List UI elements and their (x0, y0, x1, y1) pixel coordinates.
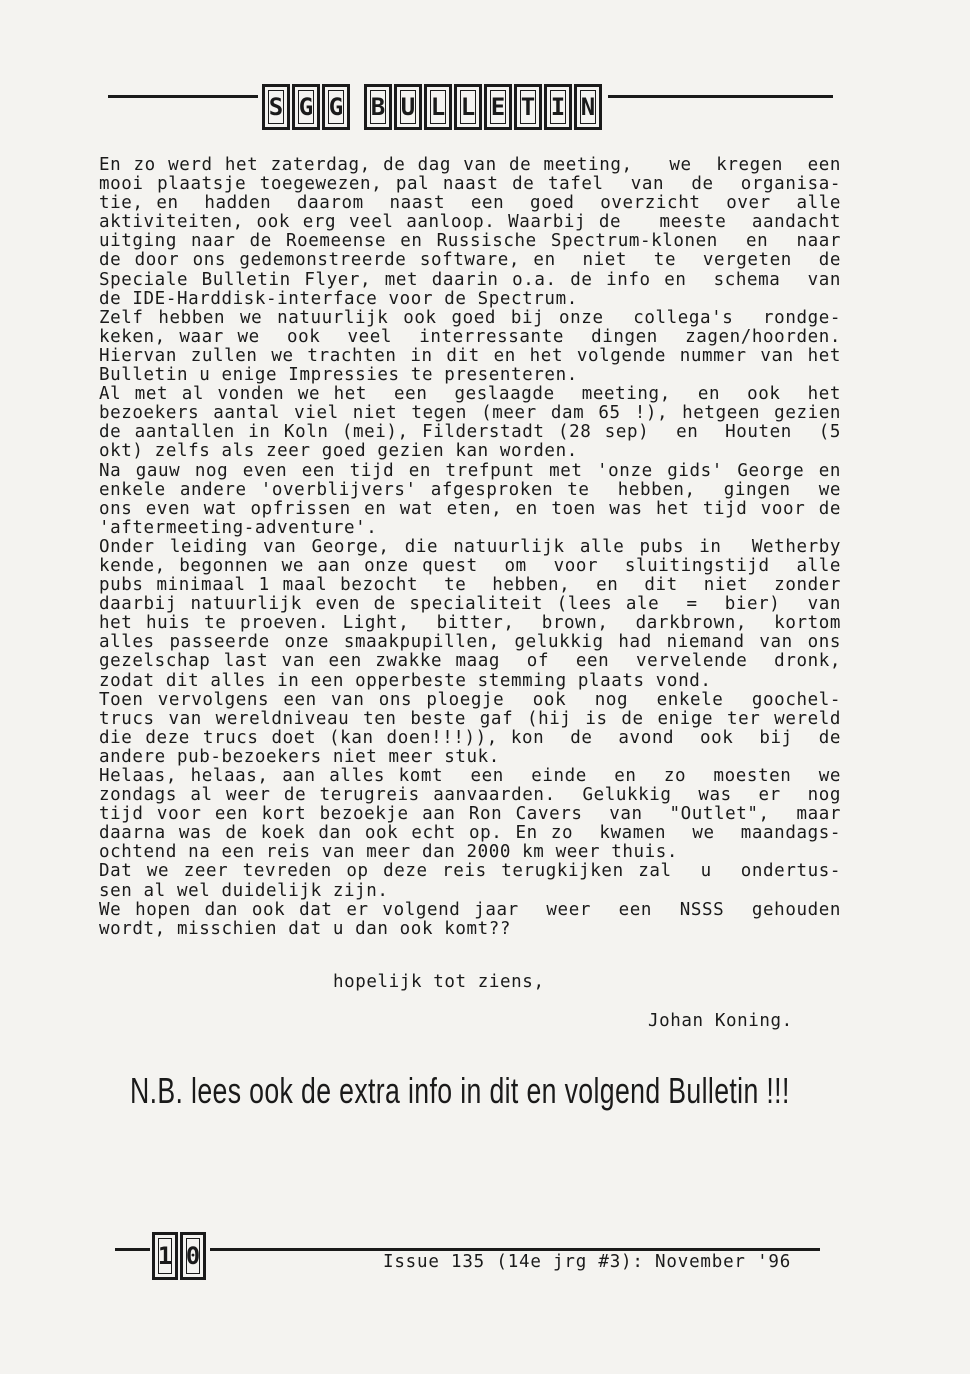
masthead-letter: G (292, 84, 320, 130)
text-line: mooi plaatsje toegewezen, pal naast de tafel van de organisa- (99, 174, 841, 195)
text-line: bezoekers aantal viel niet tegen (meer dam 65 !), hetgeen gezien (99, 403, 841, 424)
text-line: andere pub-bezoekers niet meer stuk. (99, 746, 500, 767)
text-line: de door ons gedemonstreerde software, en niet te vergeten de (99, 250, 841, 271)
text-line: ochtend na een reis van meer dan 2000 km weer thuis. (99, 842, 679, 863)
text-line: Helaas, helaas, aan alles komt een einde en zo moesten we (99, 766, 841, 786)
text-line: wordt, misschien dat u dan ook komt?? (99, 918, 512, 939)
text-line: Bulletin u enige Impressies te presenteren. (99, 365, 578, 386)
text-line: We hopen dan ook dat er volgend jaar weer een NSSS gehouden (99, 899, 841, 920)
issue-line: Issue 135 (14e jrg #3): November '96 (383, 1252, 792, 1272)
text-line: sen al wel duidelijk zijn. (99, 880, 389, 901)
footer-rule (115, 1248, 820, 1251)
signoff-greeting: hopelijk tot ziens, (333, 972, 545, 992)
text-line: alles passeerde onze smaakpupillen, gelukkig had niemand van ons (99, 632, 841, 653)
page-number (150, 1232, 210, 1280)
text-line: keken, waar we ook veel interressante dingen zagen/hoorden. (99, 326, 841, 347)
text-line: zodat dit alles in een opperbeste stemming plaats vond. (99, 670, 712, 691)
text-line: Zelf hebben we natuurlijk ook goed bij onze collega's rondge- (99, 307, 841, 328)
masthead-letter: L (454, 84, 482, 130)
masthead-word-sgg (262, 84, 352, 130)
note-banner: N.B. lees ook de extra info in dit en volgend Bulletin !!! (130, 1070, 790, 1111)
text-line: Onder leiding van George, die natuurlijk alle pubs in Wetherby (99, 536, 841, 557)
text-line: daarna was de koek dan ook echt op. En zo kwamen we maandags- (99, 823, 841, 844)
text-line: kende, begonnen we aan onze quest om voor sluitingstijd alle (99, 555, 841, 576)
masthead-logo (258, 84, 608, 130)
text-line: tijd voor een kort bezoekje aan Ron Cavers van "Outlet", maar (99, 804, 841, 825)
text-line: de aantallen in Koln (mei), Filderstadt (28 sep) en Houten (5 (99, 422, 841, 443)
page-number-digit: 1 (152, 1232, 178, 1280)
signoff-author: Johan Koning. (648, 1011, 793, 1031)
masthead-letter: U (394, 84, 422, 130)
text-line: okt) zelfs als zeer goed gezien kan worden. (99, 441, 578, 462)
text-line: pubs minimaal 1 maal bezocht te hebben, en dit niet zonder (99, 575, 841, 596)
text-line: gezelschap last van een zwakke maag of een vervelende dronk, (99, 651, 841, 672)
masthead-word-bulletin (364, 84, 604, 130)
masthead-letter: I (544, 84, 572, 130)
text-line: tie, en hadden daarom naast een goed overzicht over alle (99, 193, 841, 214)
text-line: die deze trucs doet (kan doen!!!)), kon de avond ook bij de (99, 727, 841, 748)
text-line: Toen vervolgens een van ons ploegje ook nog enkele goochel- (99, 689, 841, 710)
text-line: enkele andere 'overblijvers' afgesproken te hebben, gingen we (99, 479, 841, 500)
text-line: Al met al vonden we het een geslaagde meeting, en ook het (99, 384, 841, 405)
masthead-letter: S (262, 84, 290, 130)
masthead-letter: T (514, 84, 542, 130)
page-number-digit: 0 (180, 1232, 206, 1280)
text-line: uitging naar de Roemeense en Russische Spectrum-klonen en naar (99, 231, 841, 252)
masthead-letter: N (574, 84, 602, 130)
text-line: aktiviteiten, ook erg veel aanloop. Waarbij de meeste aandacht (99, 212, 841, 233)
text-line: 'aftermeeting-adventure'. (99, 517, 378, 538)
masthead-letter: B (364, 84, 392, 130)
text-line: trucs van wereldniveau ten beste gaf (hij is de enige ter wereld (99, 708, 841, 729)
text-line: daarbij natuurlijk even de specialiteit (lees ale = bier) van (99, 594, 841, 615)
article-body (99, 156, 841, 939)
masthead-letter: G (322, 84, 350, 130)
text-line: ons even wat opfrissen en wat eten, en toen was het tijd voor de (99, 498, 841, 519)
masthead-letter: L (424, 84, 452, 130)
text-line: En zo werd het zaterdag, de dag van de meeting, we kregen een (99, 155, 841, 175)
text-line: Dat we zeer tevreden op deze reis terugkijken zal u ondertus- (99, 861, 841, 882)
text-line: Hiervan zullen we trachten in dit en het volgende nummer van het (99, 345, 841, 366)
text-line: het huis te proeven. Light, bitter, brown, darkbrown, kortom (99, 613, 841, 634)
text-line: de IDE-Harddisk-interface voor de Spectrum. (99, 288, 578, 309)
text-line: Speciale Bulletin Flyer, met daarin o.a. de info en schema van (99, 269, 841, 290)
text-line: zondags al weer de terugreis aanvaarden. Gelukkig was er nog (99, 785, 841, 806)
text-line: Na gauw nog even een tijd en trefpunt met 'onze gids' George en (99, 460, 841, 481)
masthead-letter: E (484, 84, 512, 130)
